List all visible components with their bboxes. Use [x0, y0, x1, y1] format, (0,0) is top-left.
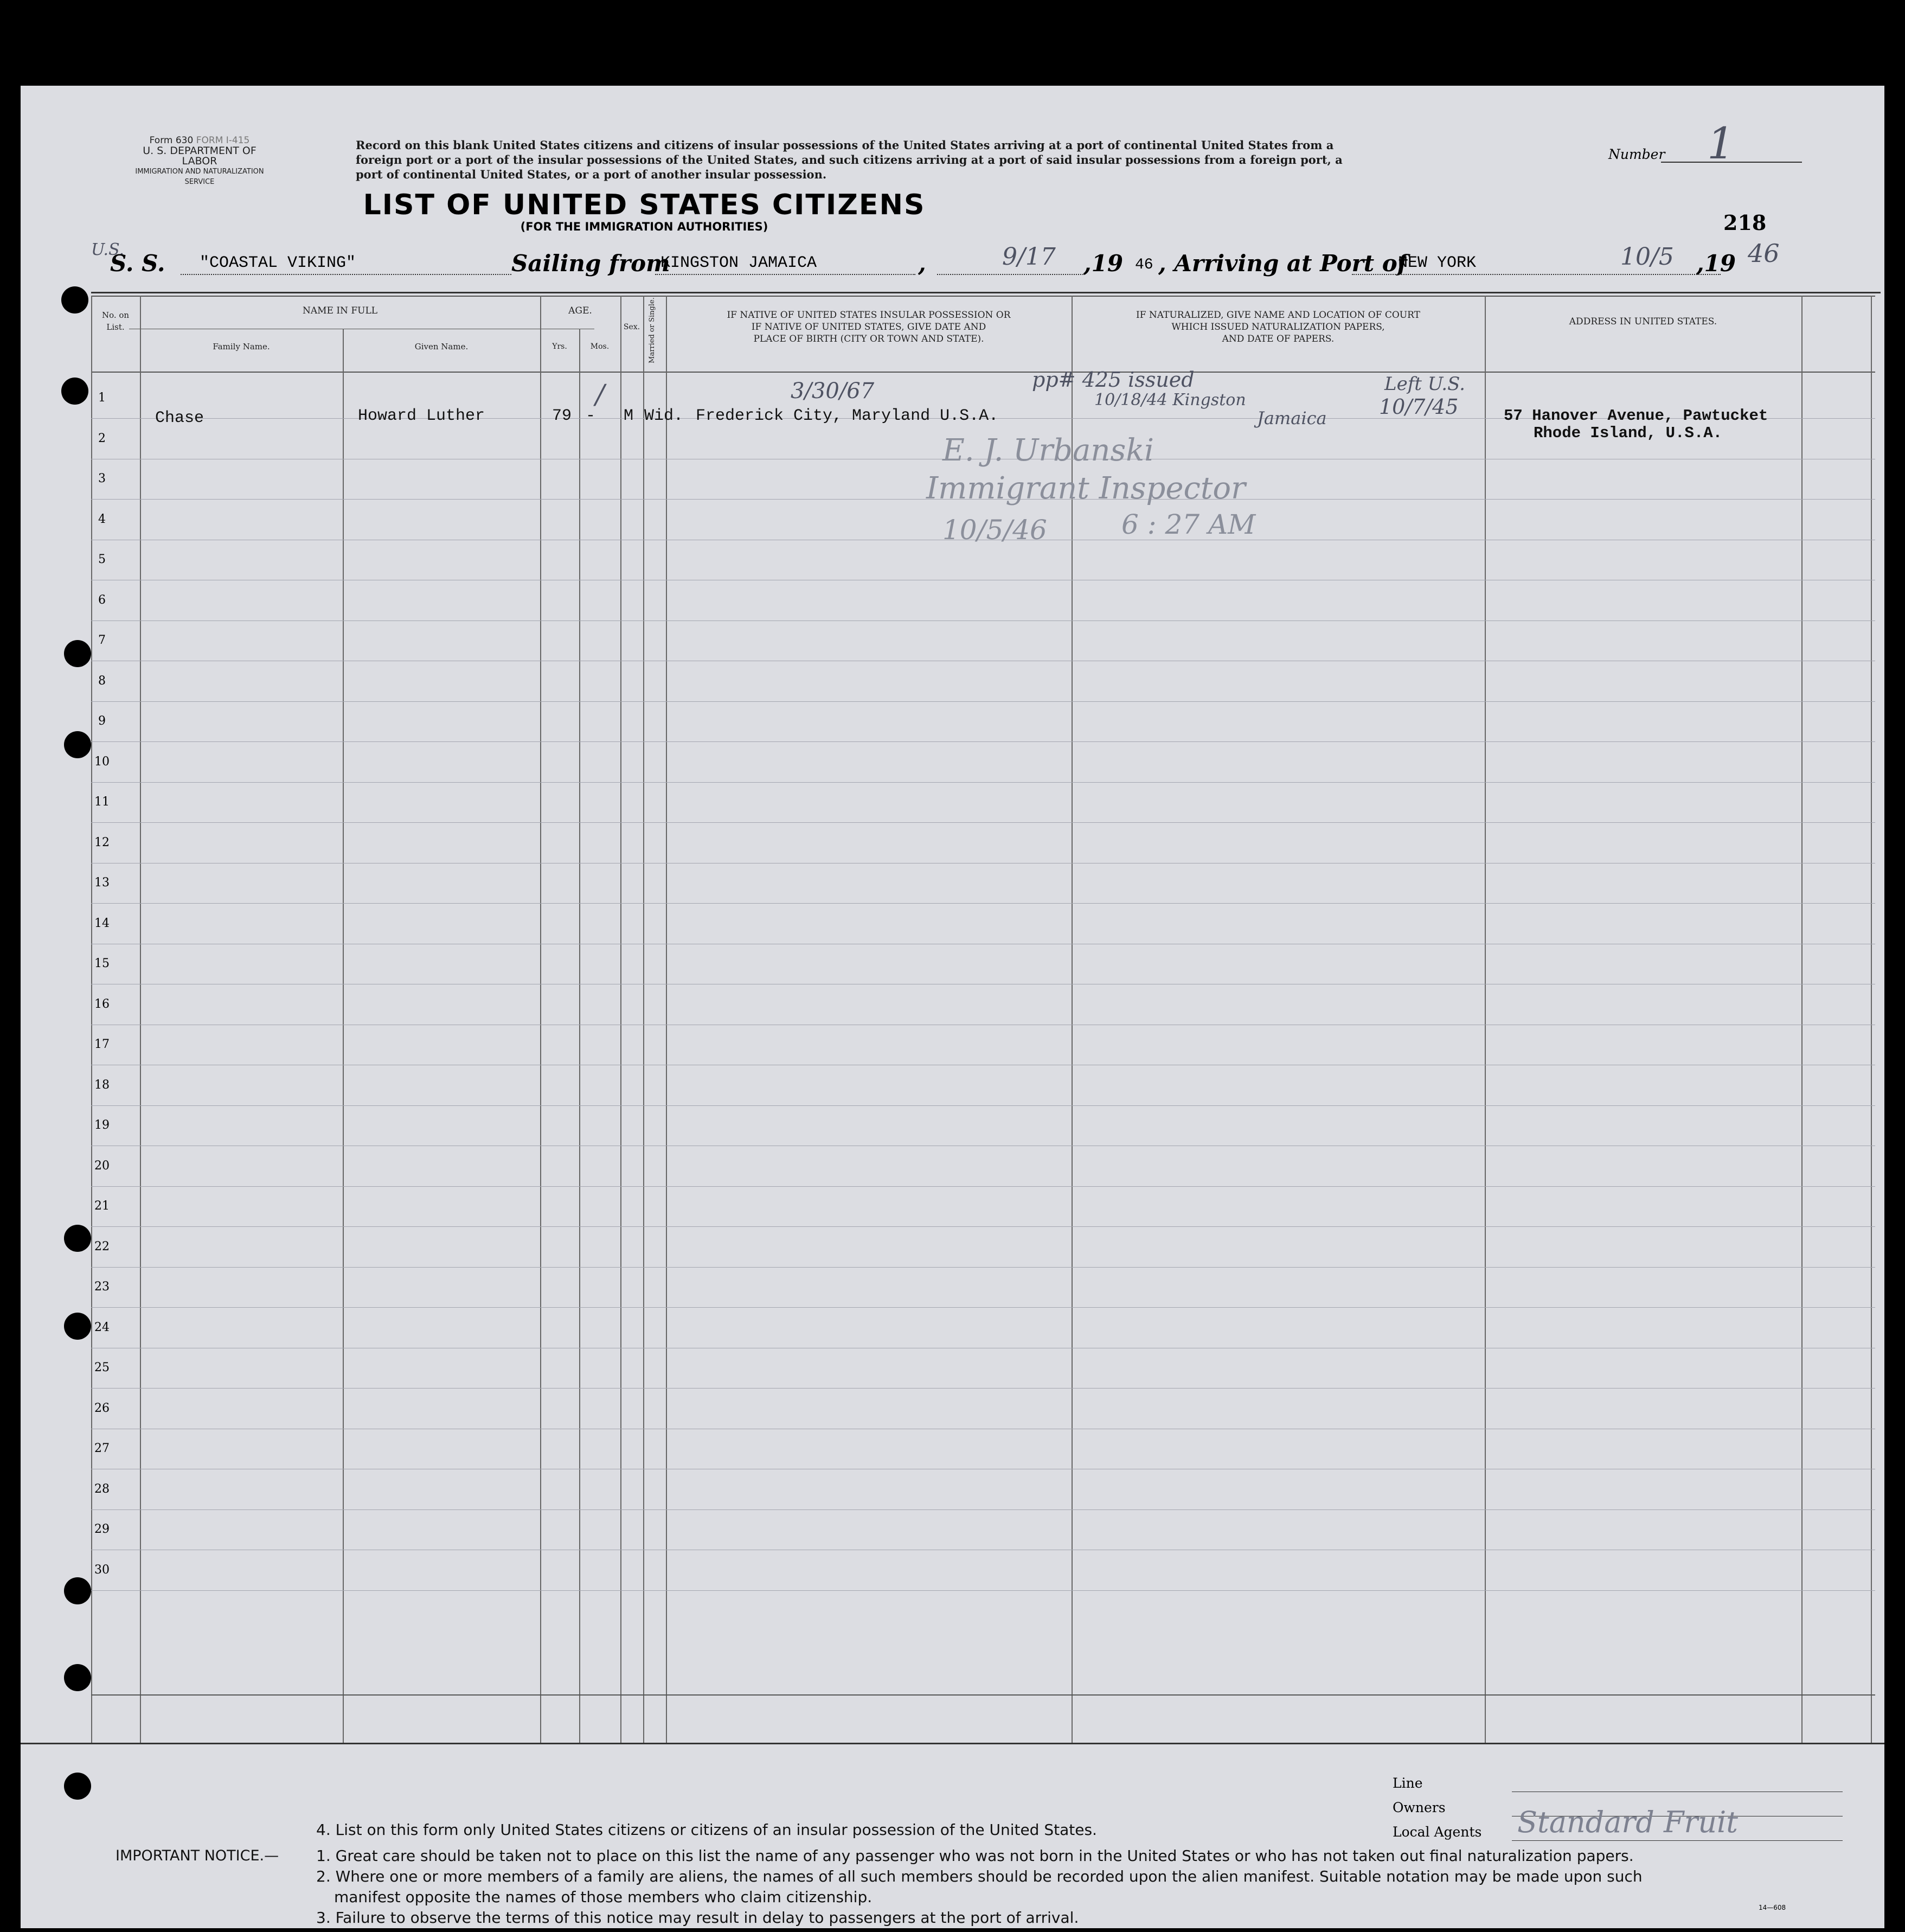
col-header-age: AGE. [568, 305, 592, 316]
agents-label: Local Agents [1393, 1824, 1482, 1840]
col-line [666, 296, 667, 1743]
sail-date-underline [937, 274, 1083, 275]
record-text-line: foreign port or a port of the insular possessions of the United States, and such citizens arriving at a port of said insular possessions from a foreign port, a [356, 153, 1343, 167]
notice-item-2: 2. Where one or more members of a family are aliens, the names of all such members should be recorded upon the alien manifest. Suitable notation may be made upon such [316, 1867, 1643, 1885]
comma: , [918, 250, 926, 277]
col-header-natural-line: IF NATURALIZED, GIVE NAME AND LOCATION OF COURT [1136, 310, 1420, 321]
binder-hole [64, 731, 91, 758]
row-number: 15 [94, 957, 110, 970]
col-header-married: Married or Single. [648, 297, 656, 363]
col-header-given-name: Given Name. [414, 342, 469, 351]
col-header-natural-line: AND DATE OF PAPERS. [1222, 334, 1335, 344]
owners-label: Owners [1393, 1800, 1446, 1815]
col-line [343, 329, 344, 1743]
row-number: 14 [94, 916, 110, 930]
row-number: 1 [98, 391, 106, 405]
department: U. S. DEPARTMENT OF LABOR [143, 145, 256, 167]
row-number: 8 [98, 674, 106, 688]
entry-sex: M [624, 407, 634, 425]
row-number: 26 [94, 1401, 110, 1415]
row-number: 9 [98, 714, 106, 728]
entry-left-date: 10/7/45 [1379, 395, 1459, 419]
entry-passport-line-1: pp# 425 issued [1032, 368, 1195, 392]
table-top-rule-2 [91, 296, 1875, 297]
sail-year-prefix: ,19 [1083, 250, 1124, 277]
col-header-native [666, 309, 1072, 345]
row-number: 25 [94, 1361, 110, 1374]
footer-form-code: 14—608 [1759, 1904, 1786, 1911]
notice-item-2-cont: manifest opposite the names of those members who claim citizenship. [334, 1888, 873, 1906]
header-bottom-rule [91, 372, 1875, 373]
entry-birthplace: Frederick City, Maryland U.S.A. [696, 407, 999, 425]
row-number: 22 [94, 1239, 110, 1253]
binder-hole [64, 1773, 91, 1800]
row-number: 29 [94, 1522, 110, 1536]
row-line [91, 903, 1875, 904]
entry-given-name: Howard Luther [358, 407, 485, 425]
arrive-year-prefix: ,19 [1696, 250, 1736, 277]
row-line [91, 1267, 1875, 1268]
row-number: 4 [98, 512, 106, 526]
manifest-page [21, 86, 1884, 1928]
row-number: 6 [98, 593, 106, 607]
row-number: 19 [94, 1118, 110, 1132]
sail-date: 9/17 [1002, 243, 1056, 271]
arrive-date: 10/5 [1620, 243, 1674, 271]
binder-hole [61, 378, 88, 405]
row-line [91, 782, 1875, 783]
row-number: 21 [94, 1199, 110, 1213]
row-line [91, 1226, 1875, 1227]
row-number: 16 [94, 997, 110, 1011]
binder-hole [61, 286, 88, 314]
line-label: Line [1393, 1775, 1423, 1791]
record-text-line: port of continental United States, or a port of another insular possession. [356, 168, 827, 181]
sailing-from: KINGSTON JAMAICA [660, 254, 817, 272]
col-line [643, 296, 644, 1743]
number-label: Number [1608, 146, 1665, 162]
number-value: 1 [1707, 118, 1735, 169]
notice-item-3: 3. Failure to observe the terms of this notice may result in delay to passengers at the port of arrival. [316, 1909, 1079, 1927]
col-header-sex: Sex. [623, 323, 640, 331]
col-line [579, 329, 580, 1743]
row-line [91, 1388, 1875, 1389]
col-header-yrs: Yrs. [552, 342, 567, 351]
page-title: LIST OF UNITED STATES CITIZENS [363, 189, 926, 221]
inspector-name: E. J. Urbanski [942, 433, 1154, 468]
entry-address-line-1: 57 Hanover Avenue, Pawtucket [1504, 407, 1768, 425]
col-header-family-name: Family Name. [213, 342, 270, 351]
entry-mos: - [586, 407, 596, 425]
sailing-label: Sailing from [511, 250, 670, 277]
col-header-mos: Mos. [590, 342, 610, 351]
col-header-address: ADDRESS IN UNITED STATES. [1569, 316, 1717, 327]
col-header-native-line: PLACE OF BIRTH (CITY OR TOWN AND STATE). [753, 334, 984, 344]
binder-hole [64, 1577, 91, 1604]
row-number: 5 [98, 553, 106, 566]
row-number: 11 [94, 795, 110, 809]
row-number: 24 [94, 1320, 110, 1334]
row-line [91, 1509, 1875, 1510]
col-header-native-line: IF NATIVE OF UNITED STATES INSULAR POSSESSION OR [727, 310, 1011, 321]
entry-left-us: Left U.S. [1384, 373, 1465, 395]
entry-passport-line-2: 10/18/44 Kingston [1094, 391, 1246, 410]
arrive-year: 46 [1748, 239, 1780, 268]
agents-underline [1512, 1840, 1843, 1841]
sailing-underline [655, 274, 915, 275]
row-line [91, 1105, 1875, 1106]
col-line [540, 296, 541, 1743]
ship-name: "COASTAL VIKING" [200, 254, 356, 272]
entry-marital: Wid. [644, 407, 684, 425]
col-line [140, 296, 141, 1743]
notice-item-1: 1. Great care should be taken not to place on this list the name of any passenger who was not born in the United States or who has not taken out final naturalization papers. [316, 1847, 1634, 1865]
page-number: 218 [1723, 210, 1767, 235]
ship-underline [181, 274, 511, 275]
binder-hole [64, 1664, 91, 1691]
arrival-port: NEW YORK [1398, 254, 1477, 272]
binder-hole [64, 1313, 91, 1340]
entry-passport-line-3: Jamaica [1257, 408, 1327, 428]
record-text-line: Record on this blank United States citizens and citizens of insular possessions of the United States arriving at a port of continental United States from a [356, 138, 1334, 152]
ship-prefix-hand: U.S. [91, 240, 125, 259]
row-line [91, 1307, 1875, 1308]
row-line [91, 1186, 1875, 1187]
entry-yrs: 79 [552, 407, 572, 425]
notice-label: IMPORTANT NOTICE.— [116, 1847, 279, 1864]
table-top-rule [91, 292, 1881, 293]
form-identification [129, 136, 270, 187]
table-bottom-rule [91, 1694, 1875, 1696]
col-line [1485, 296, 1486, 1743]
inspector-time: 6 : 27 AM [1121, 509, 1256, 540]
row-number: 28 [94, 1482, 110, 1496]
port-underline [1352, 274, 1721, 275]
table-bottom-thick-rule [21, 1743, 1884, 1744]
entry-address-line-2: Rhode Island, U.S.A. [1534, 424, 1723, 442]
agents-value: Standard Fruit [1517, 1805, 1739, 1839]
row-number: 27 [94, 1442, 110, 1455]
row-line [91, 1590, 1875, 1591]
row-line [91, 620, 1875, 621]
arriving-label: , Arriving at Port of [1158, 250, 1407, 277]
entry-family-name: Chase [155, 409, 204, 427]
row-number: 18 [94, 1078, 110, 1092]
col-line [1072, 296, 1073, 1743]
col-line [620, 296, 621, 1743]
col-header-name-in-full: NAME IN FULL [302, 305, 378, 316]
entry-birth-date: 3/30/67 [791, 379, 875, 404]
form-number: Form 630 FORM I-415 [149, 135, 250, 146]
row-number: 10 [94, 754, 110, 769]
row-number: 17 [94, 1038, 110, 1051]
record-instructions [356, 138, 1549, 182]
service: IMMIGRATION AND NATURALIZATION SERVICE [135, 168, 264, 186]
entry-check-mark: / [595, 379, 605, 410]
col-header-native-line: IF NATIVE OF UNITED STATES, GIVE DATE AND [751, 322, 986, 332]
row-number: 30 [94, 1563, 110, 1577]
row-line [91, 822, 1875, 823]
row-line [91, 701, 1875, 702]
col-header-no: No. on List. [101, 310, 130, 332]
page-subtitle: (FOR THE IMMIGRATION AUTHORITIES) [520, 220, 768, 233]
row-line [91, 741, 1875, 742]
row-number: 3 [98, 472, 106, 485]
notice-item-4: 4. List on this form only United States citizens or citizens of an insular possession of the United States. [316, 1821, 1097, 1839]
ss-label: S. S. [110, 250, 165, 277]
inspector-date: 10/5/46 [942, 514, 1047, 546]
binder-hole [64, 640, 91, 667]
row-number: 2 [98, 431, 106, 445]
binder-hole [64, 1225, 91, 1252]
row-number: 7 [98, 634, 106, 647]
col-header-naturalized [1072, 309, 1485, 345]
sail-year: 46 [1135, 257, 1153, 273]
inspector-title: Immigrant Inspector [926, 471, 1246, 506]
row-number: 12 [94, 835, 110, 849]
row-number: 20 [94, 1159, 110, 1173]
col-header-natural-line: WHICH ISSUED NATURALIZATION PAPERS, [1171, 322, 1385, 332]
row-number: 23 [94, 1280, 110, 1294]
col-line [1871, 296, 1872, 1743]
col-line [1801, 296, 1803, 1743]
row-number: 13 [94, 876, 110, 890]
